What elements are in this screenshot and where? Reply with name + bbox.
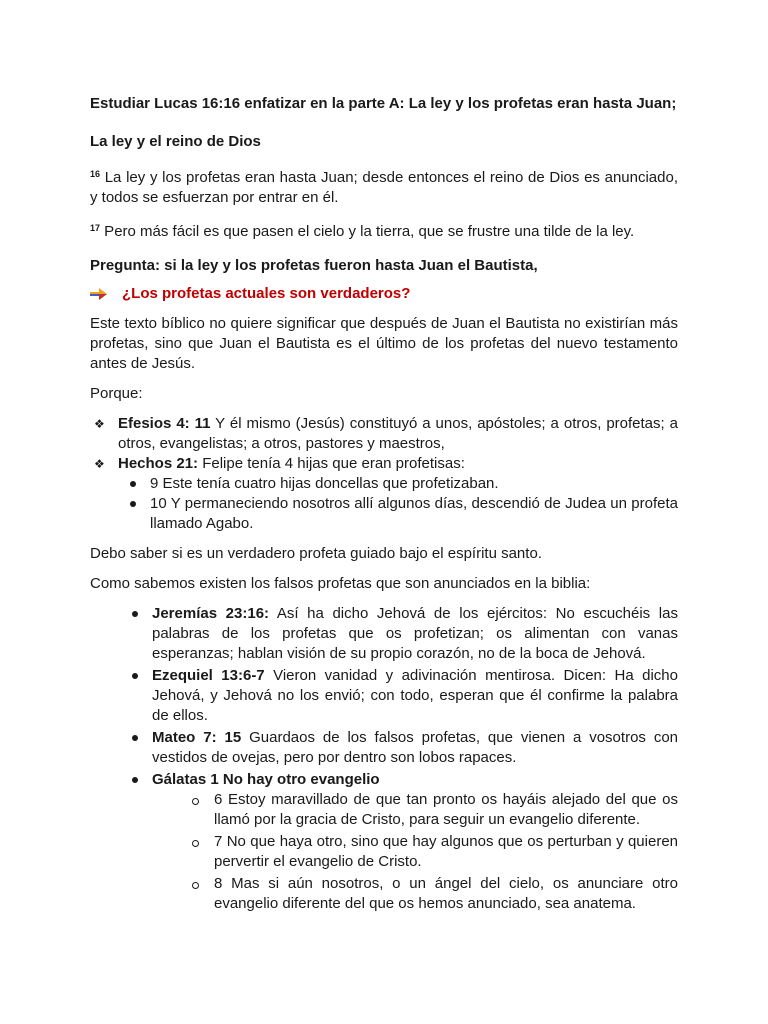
- circle-bullet-icon: [192, 882, 199, 889]
- bullet-icon: [132, 611, 138, 617]
- false-prophets-list: [132, 604, 678, 914]
- diamond-list: [90, 414, 678, 534]
- scripture-ref: Hechos 21:: [118, 455, 199, 472]
- verse-16: [90, 168, 678, 208]
- circle-bullet-icon: [192, 798, 199, 805]
- circle-bullet-icon: [192, 840, 199, 847]
- scripture-ref: Jeremías 23:16:: [152, 605, 270, 622]
- sub-text: 7 No que haya otro, sino que hay algunos que os perturban y quieren pervertir el evangelio de Cristo.: [214, 833, 678, 870]
- sub-text: 6 Estoy maravillado de que tan pronto os hayáis alejado del que os llamó por la gracia de Cristo, para seguir un evangelio diferente.: [214, 791, 678, 828]
- list-item: [132, 770, 678, 914]
- scripture-text: Y él mismo (Jesús) constituyó a unos, apóstoles; a otros, profetas; a otros, evangelistas; a otros, pastores y maestros,: [118, 415, 678, 452]
- list-item: [132, 604, 678, 664]
- verse-text: Pero más fácil es que pasen el cielo y la tierra, que se frustre una tilde de la ley.: [100, 223, 635, 240]
- document-title: Estudiar Lucas 16:16 enfatizar en la parte A: La ley y los profetas eran hasta Juan;: [90, 95, 677, 112]
- sub-text: 9 Este tenía cuatro hijas doncellas que profetizaban.: [150, 475, 499, 492]
- bullet-icon: [130, 501, 136, 507]
- bullet-icon: [132, 735, 138, 741]
- paragraph-falsos: Como sabemos existen los falsos profetas que son anunciados en la biblia:: [90, 575, 591, 592]
- scripture-text: Vieron vanidad y adivinación mentirosa. Dicen: Ha dicho Jehová, y Jehová no los envió; con todo, esperan que él confirme la palabra de ellos.: [152, 667, 678, 724]
- arrow-icon: [90, 287, 108, 301]
- verse-number: 16: [90, 169, 101, 179]
- red-question: ¿Los profetas actuales son verdaderos?: [122, 285, 411, 302]
- bullet-icon: [130, 481, 136, 487]
- sub-text: 10 Y permaneciendo nosotros allí algunos días, descendió de Judea un profeta llamado Agabo.: [150, 495, 678, 532]
- list-item: [130, 474, 678, 494]
- sub-text: 8 Mas si aún nosotros, o un ángel del cielo, os anunciare otro evangelio diferente del que os hemos anunciado, sea anatema.: [214, 875, 678, 912]
- scripture-ref: Ezequiel 13:6-7: [152, 667, 265, 684]
- verse-text: La ley y los profetas eran hasta Juan; desde entonces el reino de Dios es anunciado, y todos se esfuerzan por entrar en él.: [90, 169, 678, 206]
- sub-list: [130, 474, 678, 534]
- diamond-icon: ❖: [94, 417, 105, 431]
- scripture-text: Guardaos de los falsos profetas, que vienen a vosotros con vestidos de ovejas, pero por dentro son lobos rapaces.: [152, 729, 679, 766]
- verse-17: [90, 222, 678, 242]
- bullet-icon: [132, 673, 138, 679]
- scripture-text: Así ha dicho Jehová de los ejércitos: No escuchéis las palabras de los profetas que os profetizan; os alimentan con vanas esperanzas; hablan visión de su propio corazón, no de la boca de Jehová.: [152, 605, 678, 662]
- paragraph-porque: Porque:: [90, 385, 143, 402]
- sub-list: [192, 790, 678, 914]
- scripture-text: Felipe tenía 4 hijas que eran profetisas:: [198, 455, 465, 472]
- list-item: [90, 454, 678, 534]
- list-item: [192, 832, 678, 872]
- scripture-ref: Efesios 4: 11: [118, 415, 211, 432]
- list-item: [132, 666, 678, 726]
- list-item: [90, 414, 678, 454]
- list-item: [132, 728, 678, 768]
- paragraph-explanation: Este texto bíblico no quiere significar que después de Juan el Bautista no existirían más profetas, sino que Juan el Bautista es el último de los profetas del nuevo testamento antes de Jesús.: [90, 315, 678, 372]
- paragraph-verdadero: Debo saber si es un verdadero profeta guiado bajo el espíritu santo.: [90, 545, 542, 562]
- question-text: Pregunta: si la ley y los profetas fueron hasta Juan el Bautista,: [90, 257, 538, 274]
- scripture-ref: Mateo 7: 15: [152, 729, 242, 746]
- diamond-icon: ❖: [94, 457, 105, 471]
- list-item: [130, 494, 678, 534]
- list-item: [192, 874, 678, 914]
- verse-number: 17: [90, 223, 101, 233]
- red-question-line: [90, 284, 678, 304]
- bullet-icon: [132, 777, 138, 783]
- list-item: [192, 790, 678, 830]
- section-heading: La ley y el reino de Dios: [90, 133, 261, 150]
- scripture-ref: Gálatas 1 No hay otro evangelio: [152, 771, 380, 788]
- document-content: [90, 94, 678, 916]
